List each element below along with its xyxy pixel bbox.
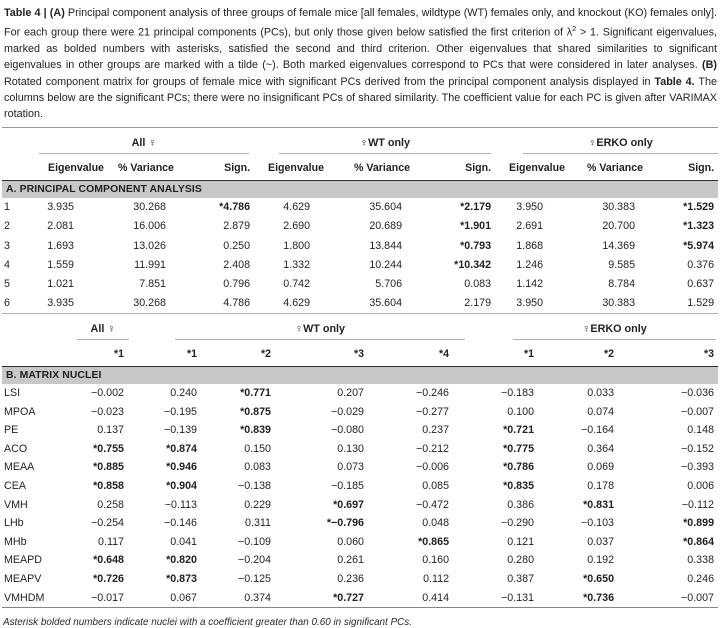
table-row — [2, 236, 718, 255]
cell-value: 1.142 — [516, 278, 544, 291]
col-header-pc1: *1 — [186, 347, 197, 360]
spacer-cell — [2, 314, 58, 340]
cell-value: 1.800 — [283, 239, 311, 252]
row-label: ACO — [4, 442, 28, 455]
cell-value: 2.690 — [283, 220, 311, 233]
cell-value: −0.277 — [416, 405, 450, 418]
cell-value: 0.280 — [507, 554, 535, 567]
cell-value: 13.844 — [369, 239, 403, 252]
caption-segment: (B) — [702, 59, 717, 72]
cell-value: 16.006 — [133, 220, 166, 233]
cell-value: 0.364 — [587, 442, 615, 455]
col-header-eigenvalue: Eigenvalue — [268, 161, 324, 174]
cell-value: 8.784 — [608, 278, 636, 291]
cell-value: 0.150 — [244, 442, 271, 455]
cell-value: −0.254 — [91, 517, 124, 530]
cell-value: *1.323 — [683, 220, 715, 233]
cell-value: *0.648 — [93, 554, 124, 567]
row-label: 3 — [4, 239, 10, 252]
row-label: 6 — [2, 294, 34, 314]
cell-value: 0.037 — [587, 535, 615, 548]
table-row — [2, 421, 718, 440]
column-header-row — [2, 340, 718, 367]
cell-value: 0.207 — [337, 387, 364, 400]
cell-value: −0.393 — [681, 461, 715, 474]
cell-value: −0.017 — [58, 588, 148, 607]
pca-table-body — [2, 198, 718, 314]
cell-value: *0.793 — [460, 239, 492, 252]
row-label: PE — [4, 424, 19, 437]
cell-value: −0.138 — [238, 480, 271, 493]
cell-value: 0.637 — [687, 278, 715, 291]
cell-value: *0.873 — [166, 573, 197, 586]
cell-value: 9.585 — [608, 258, 636, 271]
cell-value: 0.074 — [587, 405, 615, 418]
row-label: LHb — [4, 517, 24, 530]
cell-value: 3.935 — [47, 201, 74, 214]
cell-value: 0.160 — [422, 554, 450, 567]
row-label: MEAPD — [4, 554, 43, 567]
cell-value: *0.786 — [503, 461, 535, 474]
cell-value: 0.240 — [170, 387, 197, 400]
table-row — [2, 402, 718, 421]
row-label: 4 — [4, 258, 10, 271]
cell-value: 7.851 — [139, 278, 166, 291]
col-header-pc3: *3 — [353, 347, 364, 360]
cell-value: 0.386 — [507, 498, 535, 511]
col-header-sign: Sign. — [465, 161, 492, 174]
caption-segment: Table 4 | (A) — [4, 7, 68, 19]
group-header-wt-only: ♀WT only — [148, 314, 473, 340]
cell-value: 14.369 — [602, 239, 636, 252]
cell-value: 0.374 — [221, 588, 295, 607]
group-header-erko-only: ♀ERKO only — [495, 128, 718, 154]
cell-value: *0.946 — [166, 461, 197, 474]
cell-value: 3.950 — [495, 294, 547, 314]
cell-value: 0.192 — [587, 554, 615, 567]
cell-value: 0.148 — [687, 424, 715, 437]
group-header-row — [2, 314, 718, 340]
cell-value: *0.831 — [583, 498, 615, 511]
cell-value: *0.771 — [240, 387, 271, 400]
group-header-all-females: All ♀ — [34, 128, 254, 154]
table-row — [2, 477, 718, 496]
column-header-row — [2, 154, 718, 181]
col-header-variance: % Variance — [354, 161, 410, 174]
cell-value: −0.152 — [681, 442, 715, 455]
row-label: MEAA — [4, 461, 35, 474]
row-label: VMHDM — [2, 588, 58, 607]
cell-value: 1.529 — [639, 294, 718, 314]
cell-value: *0.899 — [683, 517, 715, 530]
cell-value: *10.342 — [454, 258, 492, 271]
pca-table — [2, 128, 718, 314]
table-row — [2, 551, 718, 570]
cell-value: 0.258 — [97, 498, 124, 511]
cell-value: 30.268 — [78, 294, 170, 314]
cell-value: 0.048 — [422, 517, 450, 530]
section-a-bar — [2, 180, 718, 198]
group-header-erko-only: ♀ERKO only — [473, 314, 718, 340]
cell-value: *4.786 — [219, 201, 251, 214]
row-label: VMH — [4, 498, 28, 511]
cell-value: 20.689 — [369, 220, 403, 233]
cell-value: *−0.796 — [326, 517, 364, 530]
table-row — [2, 440, 718, 459]
table-row — [2, 384, 718, 403]
cell-value: 0.261 — [337, 554, 364, 567]
col-header-pc2: *2 — [260, 347, 271, 360]
col-header-pc3: *3 — [704, 347, 715, 360]
caption-segment: Rotated component matrix for groups of female mice with significant PCs derived from the principal component analysis displayed in — [4, 75, 655, 88]
caption-segment: The columns below are the significant PCs; there were no insignificant PCs of shared similarity. The coefficient value for each PC is given after VARIMAX rotation. — [4, 75, 717, 121]
cell-value: −0.112 — [681, 498, 715, 511]
row-label: MEAPV — [4, 573, 42, 586]
cell-value: 4.629 — [283, 201, 311, 214]
caption-segment: 2 — [572, 24, 577, 34]
cell-value: 10.244 — [369, 258, 403, 271]
cell-value: −0.002 — [91, 387, 124, 400]
cell-value: −0.007 — [638, 588, 718, 607]
table-row — [2, 533, 718, 552]
cell-value: 0.130 — [337, 442, 364, 455]
cell-value: −0.146 — [164, 517, 197, 530]
cell-value: *0.885 — [93, 461, 124, 474]
cell-value: 0.246 — [687, 573, 715, 586]
spacer-cell — [2, 154, 34, 181]
cell-value: 0.178 — [587, 480, 615, 493]
matrix-table-body — [2, 384, 718, 608]
section-b-title: B. MATRIX NUCLEI — [2, 366, 718, 384]
cell-value: *0.864 — [683, 535, 715, 548]
cell-value: *1.529 — [683, 201, 715, 214]
cell-value: 0.121 — [507, 535, 535, 548]
table-row — [2, 294, 718, 314]
cell-value: *0.839 — [240, 424, 271, 437]
cell-value: −0.290 — [501, 517, 535, 530]
cell-value: −0.006 — [416, 461, 450, 474]
section-b-bar — [2, 366, 718, 384]
cell-value: 0.117 — [98, 535, 124, 548]
col-header-pc1: *1 — [113, 347, 124, 360]
cell-value: *2.179 — [460, 201, 492, 214]
cell-value: −0.029 — [331, 405, 364, 418]
cell-value: −0.183 — [501, 387, 535, 400]
cell-value: 20.700 — [602, 220, 636, 233]
col-header-sign: Sign. — [224, 161, 251, 174]
cell-value: 0.376 — [687, 258, 715, 271]
cell-value: −0.036 — [681, 387, 715, 400]
cell-value: −0.131 — [473, 588, 558, 607]
cell-value: 1.332 — [283, 258, 311, 271]
cell-value: 0.006 — [687, 480, 715, 493]
cell-value: −0.109 — [238, 535, 271, 548]
group-header-wt-only: ♀WT only — [254, 128, 495, 154]
cell-value: *0.875 — [240, 405, 271, 418]
cell-value: 30.268 — [133, 201, 166, 214]
cell-value: *0.727 — [295, 588, 388, 607]
cell-value: *0.858 — [93, 480, 124, 493]
cell-value: *0.835 — [503, 480, 535, 493]
table-row — [2, 198, 718, 217]
cell-value: 0.236 — [337, 573, 364, 586]
cell-value: 0.796 — [223, 278, 251, 291]
table-footnote: Asterisk bolded numbers indicate nuclei with a coefficient greater than 0.60 in significant PCs. — [3, 616, 412, 628]
cell-value: *0.874 — [166, 442, 197, 455]
cell-value: −0.139 — [164, 424, 197, 437]
cell-value: 3.950 — [516, 201, 544, 214]
cell-value: 5.706 — [375, 278, 403, 291]
table-row — [2, 217, 718, 236]
cell-value: −0.125 — [238, 573, 271, 586]
cell-value: 0.069 — [587, 461, 615, 474]
cell-value: 2.081 — [47, 220, 74, 233]
cell-value: 30.383 — [602, 201, 636, 214]
cell-value: 30.383 — [547, 294, 639, 314]
cell-value: 2.179 — [406, 294, 495, 314]
cell-value: 1.021 — [47, 278, 74, 291]
col-header-pc4: *4 — [439, 347, 450, 360]
table-row — [2, 458, 718, 477]
table-row — [2, 514, 718, 533]
cell-value: 0.237 — [422, 424, 450, 437]
row-label: 5 — [4, 278, 10, 291]
col-header-pc2: *2 — [604, 347, 615, 360]
spacer-cell — [2, 340, 58, 367]
col-header-variance: % Variance — [587, 161, 643, 174]
cell-value: −0.103 — [581, 517, 615, 530]
cell-value: 0.311 — [245, 517, 271, 530]
row-label: LSI — [4, 387, 21, 400]
section-a-title: A. PRINCIPAL COMPONENT ANALYSIS — [2, 180, 718, 198]
cell-value: *0.775 — [503, 442, 535, 455]
cell-value: 35.604 — [314, 294, 406, 314]
spacer-cell — [2, 128, 34, 154]
col-header-sign: Sign. — [688, 161, 715, 174]
cell-value: 0.060 — [337, 535, 364, 548]
table-caption — [4, 5, 717, 123]
col-header-pc1: *1 — [524, 347, 535, 360]
cell-value: −0.212 — [416, 442, 450, 455]
cell-value: 0.250 — [223, 239, 251, 252]
cell-value: −0.007 — [681, 405, 715, 418]
cell-value: 2.691 — [516, 220, 544, 233]
cell-value: *0.755 — [93, 442, 124, 455]
cell-value: 0.112 — [423, 573, 450, 586]
table-row — [2, 274, 718, 293]
cell-value: 4.786 — [170, 294, 254, 314]
cell-value: 1.868 — [516, 239, 544, 252]
cell-value: 0.137 — [97, 424, 124, 437]
cell-value: 0.100 — [507, 405, 535, 418]
cell-value: 0.229 — [244, 498, 271, 511]
paper-table-figure — [0, 5, 720, 628]
cell-value: 1.693 — [47, 239, 74, 252]
cell-value: 0.742 — [283, 278, 311, 291]
cell-value: *5.974 — [683, 239, 715, 252]
table-row — [2, 495, 718, 514]
cell-value: *0.865 — [418, 535, 450, 548]
cell-value: −0.113 — [164, 498, 197, 511]
cell-value: 0.338 — [687, 554, 715, 567]
cell-value: 2.879 — [223, 220, 251, 233]
cell-value: *0.697 — [333, 498, 364, 511]
table-row — [2, 255, 718, 274]
col-header-variance: % Variance — [118, 161, 174, 174]
cell-value: −0.195 — [164, 405, 197, 418]
cell-value: *1.901 — [460, 220, 492, 233]
cell-value: 13.026 — [133, 239, 166, 252]
group-header-row — [2, 128, 718, 154]
cell-value: 0.085 — [422, 480, 450, 493]
cell-value: −0.246 — [416, 387, 450, 400]
cell-value: 4.629 — [254, 294, 314, 314]
cell-value: 0.067 — [148, 588, 221, 607]
row-label: 2 — [4, 220, 10, 233]
caption-segment: Table 4. — [654, 75, 695, 88]
table-row — [2, 570, 718, 589]
cell-value: *0.650 — [583, 573, 615, 586]
caption-segment: > 1. Significant eigenvalues, marked as bolded numbers with asterisks, satisfied the second and third criterion. Other eigenvalues that shared similarities to significant eigenvalues in other groups are marked with a tilde (~). Both marked eigenvalues correspond to PCs that were considered in later analyses. — [4, 26, 717, 72]
row-label: CEA — [4, 480, 26, 493]
row-label: MPOA — [4, 405, 36, 418]
cell-value: 0.073 — [337, 461, 364, 474]
caption-segment: Principal component analysis of three groups of female mice [all females, wildtype (WT) females only, and knockout (KO) females only]. For each group there were 21 principal components (PCs), but only those given below satisfied the first criterion of λ — [4, 7, 717, 39]
row-label: 1 — [4, 201, 10, 214]
cell-value: 1.559 — [47, 258, 74, 271]
cell-value: −0.080 — [331, 424, 364, 437]
table-row — [2, 588, 718, 607]
cell-value: 0.414 — [388, 588, 473, 607]
cell-value: 0.083 — [244, 461, 271, 474]
col-header-eigenvalue: Eigenvalue — [509, 161, 565, 174]
cell-value: −0.472 — [416, 498, 450, 511]
col-header-eigenvalue: Eigenvalue — [48, 161, 104, 174]
group-header-all-females: All ♀ — [58, 314, 148, 340]
cell-value: 11.991 — [134, 258, 166, 271]
cell-value: 3.935 — [34, 294, 78, 314]
cell-value: −0.023 — [91, 405, 124, 418]
cell-value: 0.041 — [170, 535, 197, 548]
cell-value: *0.726 — [93, 573, 124, 586]
cell-value: *0.820 — [166, 554, 197, 567]
cell-value: 1.246 — [516, 258, 544, 271]
cell-value: 35.604 — [369, 201, 403, 214]
cell-value: 2.408 — [223, 258, 251, 271]
cell-value: *0.904 — [166, 480, 197, 493]
matrix-table — [2, 314, 718, 608]
cell-value: *0.736 — [558, 588, 638, 607]
cell-value: −0.164 — [581, 424, 615, 437]
cell-value: −0.204 — [238, 554, 271, 567]
cell-value: 0.033 — [587, 387, 615, 400]
row-label: MHb — [4, 535, 27, 548]
cell-value: 0.083 — [464, 278, 492, 291]
cell-value: −0.185 — [331, 480, 364, 493]
cell-value: 0.387 — [507, 573, 535, 586]
cell-value: *0.721 — [503, 424, 535, 437]
